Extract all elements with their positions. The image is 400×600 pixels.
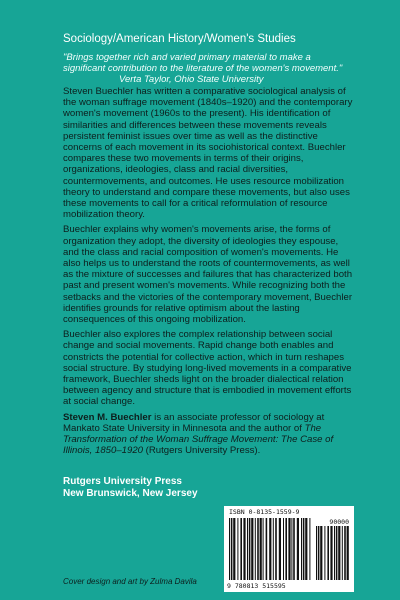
- price-code: 90000: [329, 518, 349, 526]
- cover-credit: Cover design and art by Zulma Davila: [63, 577, 197, 586]
- subject-category: Sociology/American History/Women's Studies: [63, 33, 296, 45]
- isbn-number: ISBN 0-8135-1559-9: [229, 508, 300, 516]
- ean-barcode-icon: [229, 518, 313, 580]
- description-paragraph-1: Steven Buechler has written a comparative sociological analysis of the woman suffrage movement (1840s–1920) and the contemporary women's movement (1960s to the present). His identification of similarities and differences between these movements reveals persistent feminist issues over time as well as the distinctive concerns of each movement in its sociohistorical context. Buechler compares these two movements in terms of their origins, organizations, ideologies, class and racial diversities, countermovements, and outcomes. He uses resource mobilization theory to understand and compare these movements, but also uses these movements to call for a critical reformulation of resource mobilization theory.: [63, 86, 353, 221]
- barcode-label: [224, 506, 354, 592]
- quote-text: "Brings together rich and varied primary material to make a significant contribution to the literature of the women's movement.": [63, 52, 343, 74]
- endorsement-quote: [63, 52, 353, 85]
- description-paragraph-2: Buechler explains why women's movements arise, the forms of organization they adopt, the diversity of ideologies they espouse, and the class and racial composition of women's movements. He also helps us to understand the roots of countermovements, as well as the mixture of successes and failures that has characterized both past and present women's movements. While recognizing both the setbacks and the victories of the contemporary movement, Buechler identifies grounds for relative optimism about the lasting consequences of this ongoing mobilization.: [63, 224, 353, 326]
- publisher-location: New Brunswick, New Jersey: [63, 488, 198, 499]
- publisher-block: [63, 476, 198, 500]
- author-bio-end: (Rutgers University Press).: [143, 445, 261, 457]
- description: [63, 86, 355, 461]
- addon-barcode-icon: [316, 526, 350, 580]
- publisher-name: Rutgers University Press: [63, 476, 182, 487]
- description-paragraph-3: Buechler also explores the complex relationship between social change and social movements. Rapid change both enables and constricts the potential for collective action, which in turn reshapes social structure. By studying long-lived movements in a comparative framework, Buechler sheds light on the broader dialectical relation between agency and structure that is embodied in movement efforts at social change.: [63, 329, 352, 408]
- author-bio-text: is an associate professor of sociology at Mankato State University in Minnesota and the author of: [63, 411, 325, 434]
- quote-attribution: Verta Taylor, Ohio State University: [119, 74, 264, 85]
- author-name: Steven M. Buechler: [63, 411, 152, 423]
- author-bio: [63, 412, 355, 457]
- ean-number: 9 780813 515595: [227, 582, 286, 590]
- author-book-title: The Transformation of the Woman Suffrage Movement: The Case of Illinois, 1850–1920: [63, 422, 334, 457]
